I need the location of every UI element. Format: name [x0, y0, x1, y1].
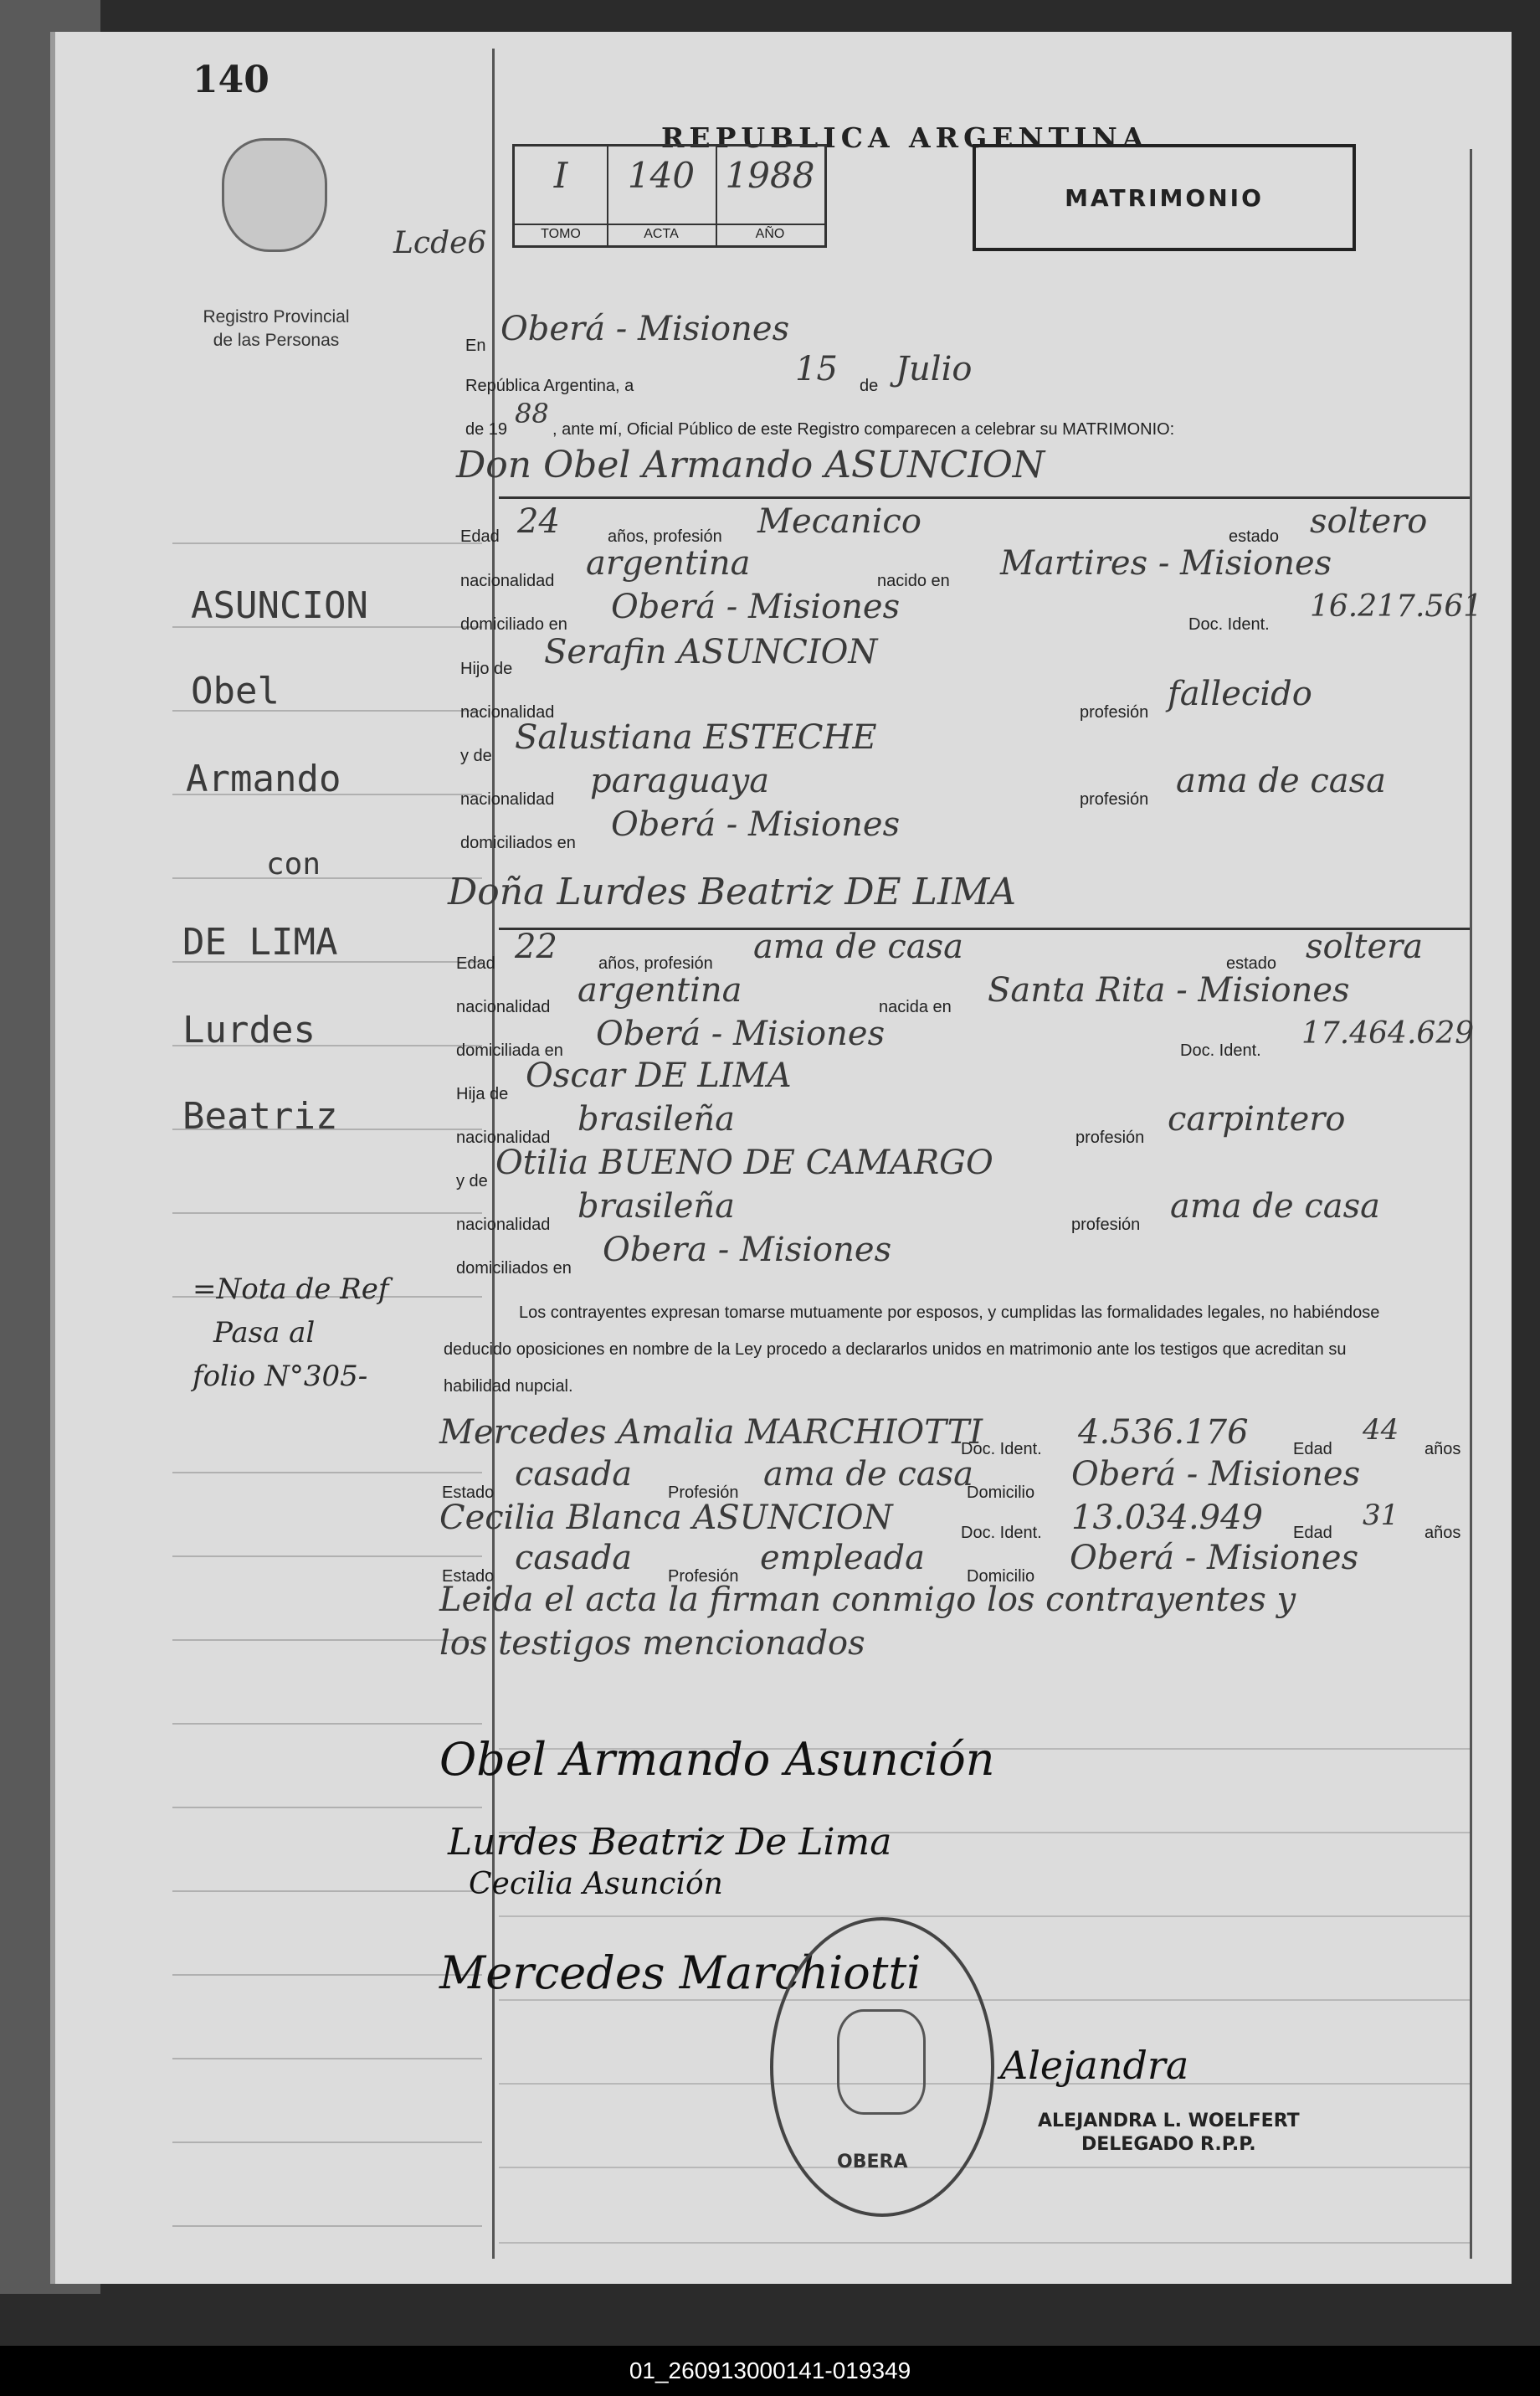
witness2-domicile: Oberá - Misiones [1070, 1539, 1359, 1577]
stamp-emblem-icon [837, 2009, 926, 2115]
margin-name2b: Beatriz [182, 1095, 338, 1138]
margin-name1b: Armando [186, 758, 341, 800]
witness1-anos-label: años [1424, 1440, 1461, 1458]
image-footer-id: 01_260913000141-019349 [0, 2346, 1540, 2396]
place-value: Oberá - Misiones [501, 310, 790, 348]
bride-father-nat: brasileña [578, 1100, 735, 1139]
witness1-profession: ama de casa [763, 1455, 973, 1494]
bride-pdom-label: domiciliados en [456, 1259, 572, 1278]
bride-nationality: argentina [578, 971, 742, 1010]
margin-rule [172, 2141, 482, 2143]
groom-mother-prof: ama de casa [1176, 762, 1386, 800]
country-heading: REPUBLICA ARGENTINA [661, 121, 1149, 154]
witness1-dom-label: Domicilio [967, 1483, 1035, 1502]
bride-mprof-label: profesión [1071, 1216, 1141, 1234]
annotation-lcde: Lcde6 [393, 226, 487, 260]
bride-profesion-label: años, profesión [598, 954, 713, 973]
closing-line1: Leida el acta la firman conmigo los contrayentes y [439, 1581, 1296, 1619]
anio-cell [716, 147, 824, 245]
bride-hija-label: Hija de [456, 1085, 509, 1103]
witness1-estado-label: Estado [442, 1483, 495, 1502]
right-margin-line [1470, 149, 1472, 2259]
bride-mnac-label: nacionalidad [456, 1216, 551, 1234]
bride-estado: soltera [1306, 928, 1424, 966]
groom-full-name: Don Obel Armando ASUNCION [456, 444, 1045, 486]
day-value: 15 [795, 350, 838, 388]
month-value: Julio [896, 350, 973, 388]
bride-doc: 17.464.629 [1301, 1016, 1475, 1051]
groom-parents-dom: Oberá - Misiones [611, 805, 901, 844]
groom-domicile: Oberá - Misiones [611, 588, 901, 626]
margin-rule [172, 1723, 482, 1725]
witness1-name: Mercedes Amalia MARCHIOTTI [439, 1413, 983, 1452]
bride-mother: Otilia BUENO DE CAMARGO [495, 1144, 993, 1182]
ruled-line [499, 2242, 1470, 2244]
bride-estado-label: estado [1226, 954, 1277, 973]
groom-nationality: argentina [586, 544, 751, 583]
acta-value: 140 [627, 155, 696, 196]
bride-father-prof: carpintero [1168, 1100, 1346, 1139]
signature-bride: Lurdes Beatriz De Lima [448, 1821, 892, 1864]
groom-estado: soltero [1310, 502, 1428, 541]
groom-father: Serafin ASUNCION [544, 633, 878, 671]
comparecen-text: , ante mí, Oficial Público de este Registro comparecen a celebrar su MATRIMONIO: [552, 420, 1175, 439]
margin-note-line2: Pasa al [213, 1316, 316, 1350]
margin-rule [172, 1472, 482, 1473]
margin-name2a: Lurdes [182, 1009, 316, 1051]
section-rule [499, 496, 1470, 499]
bride-dom-label: domiciliada en [456, 1041, 563, 1060]
bride-father: Oscar DE LIMA [526, 1057, 792, 1095]
groom-age: 24 [517, 502, 560, 541]
bride-nac-label: nacionalidad [456, 998, 551, 1016]
de-label: de [860, 377, 879, 395]
groom-mprof-label: profesión [1080, 790, 1149, 809]
margin-rule [172, 2225, 482, 2227]
margin-surname1: ASUNCION [191, 584, 368, 627]
registry-line2: de las Personas [213, 331, 340, 350]
witness1-doc-label: Doc. Ident. [961, 1440, 1042, 1458]
registry-name [167, 306, 385, 352]
official-title: DELEGADO R.P.P. [1081, 2134, 1256, 2155]
witness1-domicile: Oberá - Misiones [1071, 1455, 1361, 1494]
groom-pdom-label: domiciliados en [460, 834, 576, 852]
bride-birthplace: Santa Rita - Misiones [988, 971, 1350, 1010]
act-type-box: MATRIMONIO [973, 144, 1356, 251]
margin-con: con [266, 847, 321, 882]
groom-estado-label: estado [1229, 527, 1280, 546]
closing-line2: los testigos mencionados [439, 1624, 865, 1663]
bride-parents-dom: Obera - Misiones [603, 1231, 892, 1269]
bride-nacida-label: nacida en [879, 998, 952, 1016]
bride-age: 22 [515, 928, 557, 966]
bride-yde-label: y de [456, 1172, 488, 1190]
witness2-estado-label: Estado [442, 1567, 495, 1586]
bride-edad-label: Edad [456, 954, 495, 973]
stamp-text: OBERA [837, 2152, 908, 2172]
coat-of-arms-icon [222, 138, 327, 252]
witness2-prof-label: Profesión [668, 1567, 739, 1586]
ruled-line [499, 1999, 1470, 2001]
declaration-text: Los contrayentes expresan tomarse mutuamente por esposos, y cumplidas las formalidades legales, no habiéndose deducido oposiciones en nombre de la Ley procedo a declararlos unidos en matrimonio ante los testigos que acreditan su habilidad nupcial. [444, 1303, 1380, 1396]
witness2-anos-label: años [1424, 1524, 1461, 1542]
witness2-name: Cecilia Blanca ASUNCION [439, 1499, 893, 1537]
bride-fnac-label: nacionalidad [456, 1129, 551, 1147]
signature-groom: Obel Armando Asunción [439, 1733, 995, 1786]
groom-doc-label: Doc. Ident. [1188, 615, 1270, 634]
margin-rule [172, 877, 482, 879]
margin-rule [172, 1974, 482, 1976]
bride-mother-nat: brasileña [578, 1187, 735, 1226]
groom-nac-label: nacionalidad [460, 572, 555, 590]
witness2-edad-label: Edad [1293, 1524, 1332, 1542]
groom-dom-label: domiciliado en [460, 615, 567, 634]
groom-mother: Salustiana ESTECHE [515, 718, 877, 757]
groom-mother-nat: paraguaya [590, 762, 770, 800]
margin-note-line1: =Nota de Ref [192, 1273, 389, 1306]
anio-label: AÑO [716, 224, 824, 242]
bride-full-name: Doña Lurdes Beatriz DE LIMA [448, 871, 1017, 913]
tomo-label: TOMO [515, 224, 607, 242]
acta-cell [607, 147, 717, 245]
signature-official: Alejandra [1000, 2043, 1189, 2088]
groom-fprof-label: profesión [1080, 703, 1149, 722]
groom-profesion-label: años, profesión [608, 527, 722, 546]
groom-yde-label: y de [460, 747, 492, 765]
witness2-doc-label: Doc. Ident. [961, 1524, 1042, 1542]
bride-fprof-label: profesión [1075, 1129, 1145, 1147]
year-suffix-value: 88 [515, 398, 549, 429]
groom-edad-label: Edad [460, 527, 500, 546]
groom-father-prof: fallecido [1168, 675, 1312, 713]
ruled-line [499, 2167, 1470, 2168]
page-number: 140 [192, 59, 270, 101]
witness1-prof-label: Profesión [668, 1483, 739, 1502]
tomo-cell [515, 147, 608, 245]
groom-nacido-label: nacido en [877, 572, 950, 590]
year-prefix-label: de 19 [465, 420, 508, 439]
groom-birthplace: Martires - Misiones [1000, 544, 1332, 583]
margin-rule [172, 1639, 482, 1641]
margin-rule [172, 1212, 482, 1214]
margin-note-line3: folio N°305- [192, 1360, 368, 1393]
margin-rule [172, 1807, 482, 1808]
groom-mnac-label: nacionalidad [460, 790, 555, 809]
bride-domicile: Oberá - Misiones [596, 1015, 886, 1053]
margin-rule [172, 1890, 482, 1892]
groom-fnac-label: nacionalidad [460, 703, 555, 722]
groom-profession: Mecanico [757, 502, 921, 541]
official-name: ALEJANDRA L. WOELFERT [1038, 2111, 1300, 2131]
witness2-dom-label: Domicilio [967, 1567, 1035, 1586]
bride-doc-label: Doc. Ident. [1180, 1041, 1261, 1060]
witness1-doc: 4.536.176 [1078, 1413, 1249, 1452]
ruled-line [499, 1915, 1470, 1917]
volume-box [512, 144, 827, 248]
margin-name1a: Obel [191, 670, 280, 712]
witness1-age: 44 [1363, 1413, 1399, 1447]
bride-mother-prof: ama de casa [1170, 1187, 1380, 1226]
witness1-edad-label: Edad [1293, 1440, 1332, 1458]
signature-witness1: Mercedes Marchiotti [439, 1946, 921, 1999]
groom-doc: 16.217.561 [1310, 589, 1483, 624]
acta-label: ACTA [607, 224, 716, 242]
witness2-doc: 13.034.949 [1071, 1499, 1264, 1537]
margin-rule [172, 542, 482, 544]
margin-rule [172, 1555, 482, 1557]
witness2-age: 31 [1363, 1499, 1399, 1532]
bride-profession: ama de casa [753, 928, 963, 966]
republica-label: República Argentina, a [465, 377, 634, 395]
margin-rule [172, 2058, 482, 2059]
anio-value: 1988 [725, 155, 815, 196]
registry-line1: Registro Provincial [203, 307, 350, 326]
margin-surname2: DE LIMA [182, 921, 338, 964]
groom-hijo-label: Hijo de [460, 660, 513, 678]
official-name-stamp [1038, 2110, 1300, 2157]
tomo-value: I [553, 155, 568, 196]
witness2-estado: casada [515, 1539, 633, 1577]
witness2-profession: empleada [760, 1539, 925, 1577]
witness1-estado: casada [515, 1455, 633, 1494]
signature-witness2: Cecilia Asunción [469, 1867, 723, 1901]
en-label: En [465, 337, 486, 355]
